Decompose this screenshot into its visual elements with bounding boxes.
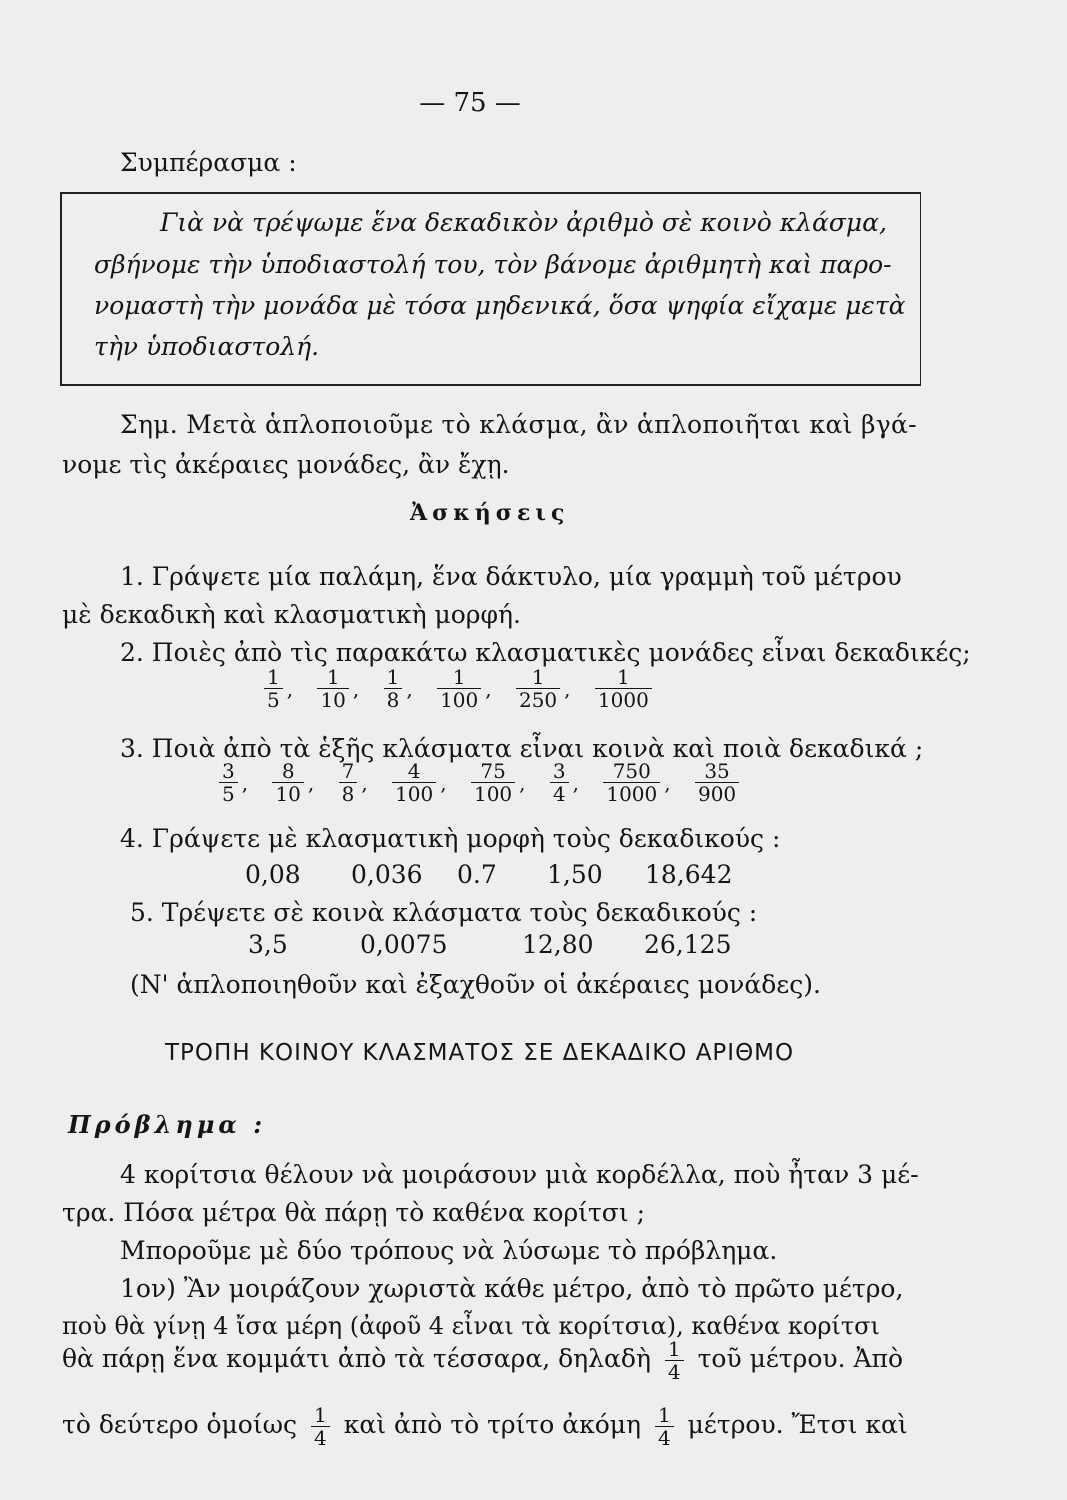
exercise-5: 5. Τρέψετε σὲ κοινὰ κλάσματα τοὺς δεκαδικούς : <box>130 898 758 927</box>
problem-line: τρα. Πόσα μέτρα θὰ πάρῃ τὸ καθένα κορίτσι ; <box>62 1198 646 1227</box>
fraction: $\frac{75}{100}$ <box>471 760 515 805</box>
section-title: ΤΡΟΠΗ ΚΟΙΝΟΥ ΚΛΑΣΜΑΤΟΣ ΣΕ ΔΕΚΑΔΙΚΟ ΑΡΙΘΜΟ <box>165 1040 795 1066</box>
exercise-3-fractions: $\frac{3}{5}$ , $\frac{8}{10}$ , $\frac{7}{8}$ , $\frac{4}{100}$ , $\frac{75}{100}$ , $\frac{3}{4}$ , $\frac{750}{1000}$ , $\frac{35}{900}$ <box>215 760 743 805</box>
exercise-3: 3. Ποιὰ ἀπὸ τὰ ἑξῆς κλάσματα εἶναι κοινὰ καὶ ποιὰ δεκαδικά ; <box>120 734 924 763</box>
problem-line-with-fraction: θὰ πάρῃ ἕνα κομμάτι ἀπὸ τὰ τέσσαρα, δηλαδὴ $\frac{1}{4}$ τοῦ μέτρου. Ἀπὸ <box>62 1337 903 1384</box>
fraction: $\frac{8}{10}$ <box>272 760 303 805</box>
fraction: $\frac{1}{4}$ <box>311 1404 330 1449</box>
note-line: Σημ. Μετὰ ἁπλοποιοῦμε τὸ κλάσμα, ἂν ἁπλοποιῆται καὶ βγά- <box>120 410 917 439</box>
decimal-value: 18,642 <box>645 860 733 889</box>
rule-line: Γιὰ νὰ τρέψωμε ἕνα δεκαδικὸν ἀριθμὸ σὲ κοινὸ κλάσμα, <box>160 208 887 237</box>
fraction: $\frac{35}{900}$ <box>695 760 739 805</box>
problem-line-with-fractions: τὸ δεύτερο ὁμοίως $\frac{1}{4}$ καὶ ἀπὸ τὸ τρίτο ἀκόμη $\frac{1}{4}$ μέτρου. Ἔτσι καὶ <box>62 1403 908 1450</box>
fraction: $\frac{1}{4}$ <box>655 1404 674 1449</box>
fraction: $\frac{7}{8}$ <box>339 760 358 805</box>
rule-line: νομαστὴ τὴν μονάδα μὲ τόσα μηδενικά, ὅσα ψηφία εἴχαμε μετὰ <box>94 291 906 320</box>
decimal-value: 12,80 <box>522 930 594 959</box>
exercise-1-cont: μὲ δεκαδικὴ καὶ κλασματικὴ μορφή. <box>62 600 521 629</box>
fraction: $\frac{1}{250}$ <box>516 666 560 711</box>
problem-line: 4 κορίτσια θέλουν νὰ μοιράσουν μιὰ κορδέλλα, ποὺ ἦταν 3 μέ- <box>120 1160 919 1189</box>
decimal-value: 0,08 <box>245 860 301 889</box>
fraction: $\frac{1}{1000}$ <box>595 666 652 711</box>
problem-line: Μποροῦμε μὲ δύο τρόπους νὰ λύσωμε τὸ πρόβλημα. <box>120 1236 778 1265</box>
fraction: $\frac{1}{8}$ <box>384 666 403 711</box>
decimal-value: 1,50 <box>547 860 603 889</box>
fraction: $\frac{750}{1000}$ <box>603 760 660 805</box>
problem-line: ποὺ θὰ γίνῃ 4 ἴσα μέρη (ἀφοῦ 4 εἶναι τὰ κορίτσια), καθένα κορίτσι <box>62 1312 880 1340</box>
fraction: $\frac{4}{100}$ <box>392 760 436 805</box>
fraction: $\frac{3}{5}$ <box>219 760 238 805</box>
fraction: $\frac{1}{5}$ <box>264 666 283 711</box>
exercise-2: 2. Ποιὲς ἀπὸ τὶς παρακάτω κλασματικὲς μονάδες εἶναι δεκαδικές; <box>120 638 971 667</box>
exercise-5-note: (Ν' ἁπλοποιηθοῦν καὶ ἐξαχθοῦν οἱ ἀκέραιες μονάδες). <box>130 970 821 999</box>
rule-line: τὴν ὑποδιαστολή. <box>94 332 320 361</box>
page-number: — 75 — <box>419 88 521 118</box>
fraction: $\frac{3}{4}$ <box>550 760 569 805</box>
rule-box <box>60 192 921 386</box>
note-line: νομε τὶς ἀκέραιες μονάδες, ἂν ἔχῃ. <box>62 450 510 479</box>
decimal-value: 3,5 <box>248 930 288 959</box>
fraction: $\frac{1}{10}$ <box>317 666 348 711</box>
fraction: $\frac{1}{100}$ <box>437 666 481 711</box>
decimal-value: 26,125 <box>644 930 732 959</box>
exercise-1: 1. Γράψετε μία παλάμη, ἕνα δάκτυλο, μία γραμμὴ τοῦ μέτρου <box>120 562 902 591</box>
decimal-value: 0.7 <box>457 860 497 889</box>
exercises-heading: Ἀσκήσεις <box>410 500 570 526</box>
exercise-4-values <box>245 860 732 889</box>
rule-line: σβήνομε τὴν ὑποδιαστολή του, τὸν βάνομε ἀριθμητὴ καὶ παρο- <box>94 250 892 279</box>
conclusion-label: Συμπέρασμα : <box>120 148 297 177</box>
exercise-2-fractions: $\frac{1}{5}$ , $\frac{1}{10}$ , $\frac{1}{8}$ , $\frac{1}{100}$ , $\frac{1}{250}$ , $\frac{1}{1000}$ <box>260 666 656 711</box>
fraction: $\frac{1}{4}$ <box>665 1338 684 1383</box>
decimal-value: 0,0075 <box>360 930 448 959</box>
exercise-5-values <box>248 930 731 959</box>
problem-label: Πρόβλημα : <box>68 1110 267 1139</box>
decimal-value: 0,036 <box>351 860 423 889</box>
problem-line: 1ον) Ἂν μοιράζουν χωριστὰ κάθε μέτρο, ἀπὸ τὸ πρῶτο μέτρο, <box>120 1274 904 1303</box>
exercise-4: 4. Γράψετε μὲ κλασματικὴ μορφὴ τοὺς δεκαδικούς : <box>120 824 781 853</box>
